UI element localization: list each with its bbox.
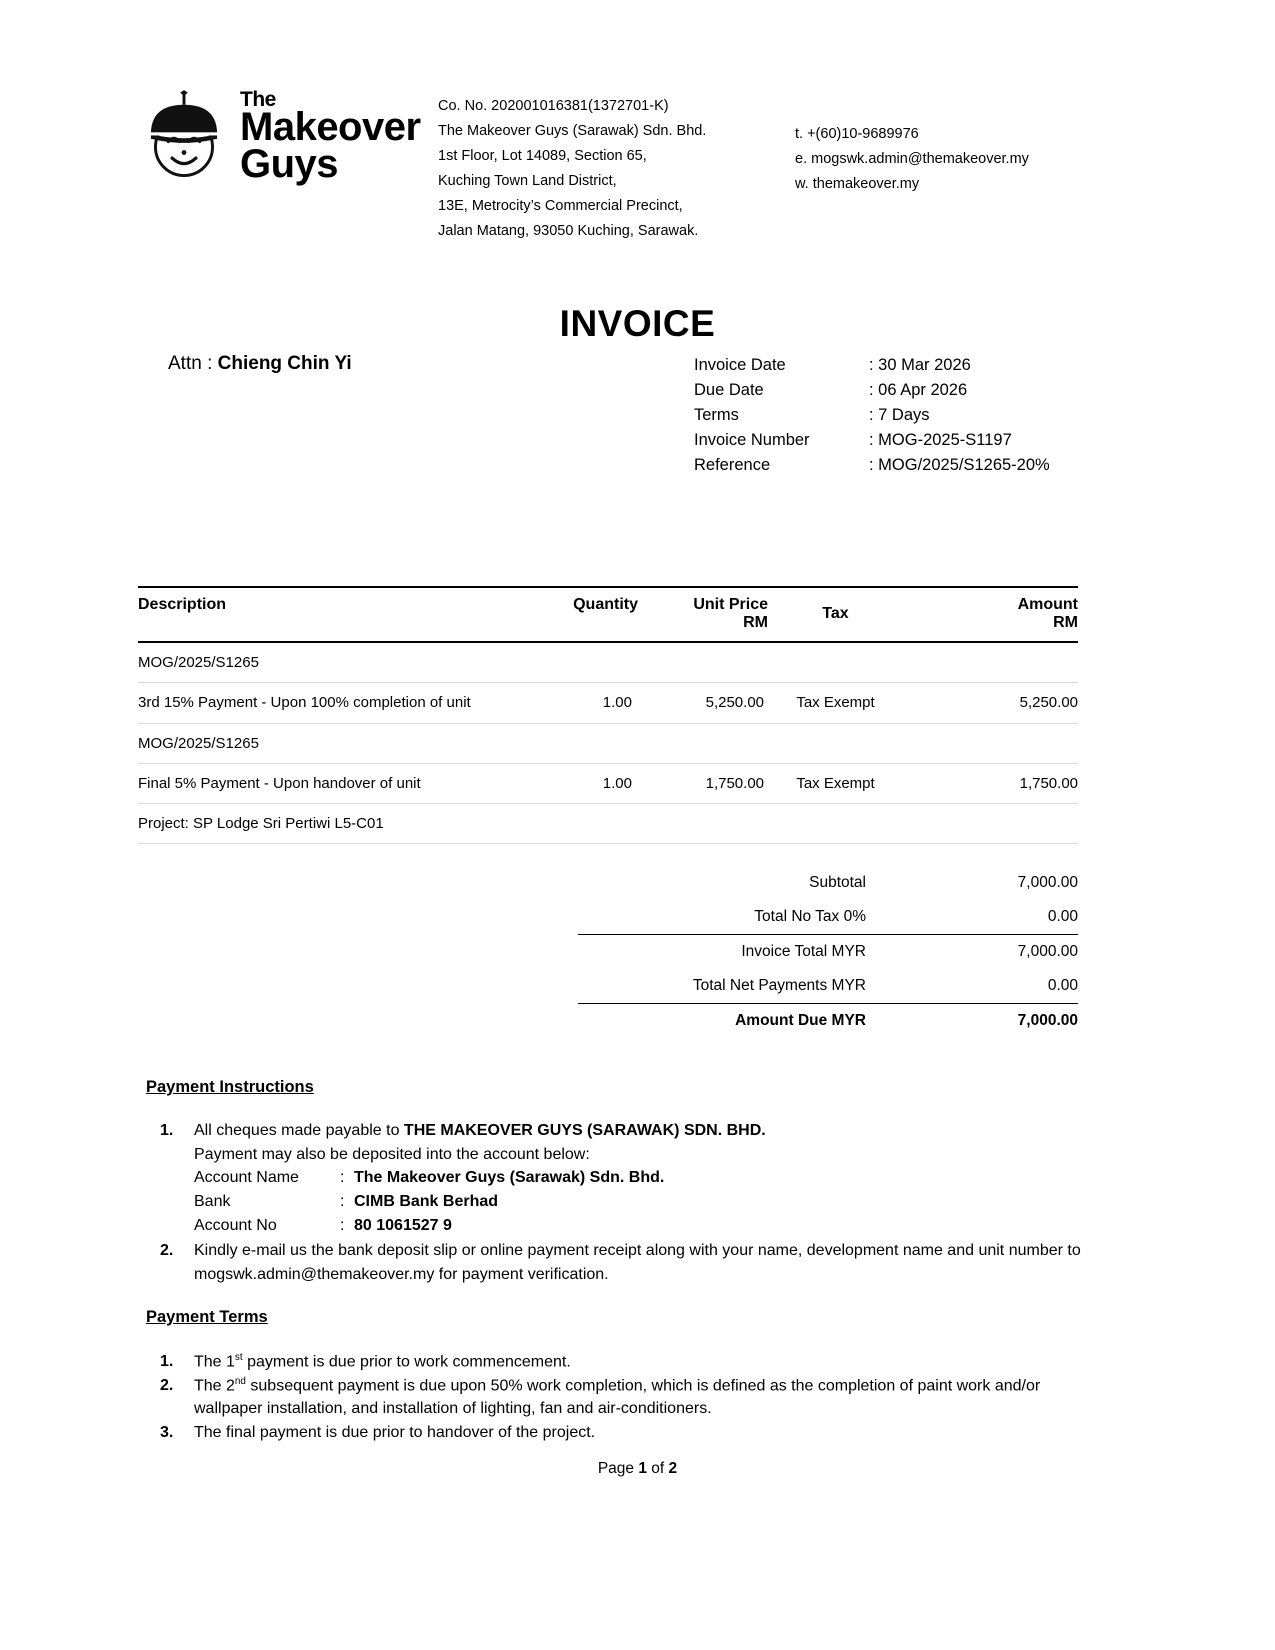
- company-contact-block: [783, 88, 1138, 197]
- company-address-line: 1st Floor, Lot 14089, Section 65,: [438, 147, 647, 164]
- payment-term-item-2: [194, 1375, 1096, 1421]
- meta-label: Reference: [694, 456, 771, 475]
- project-description: Project: SP Lodge Sri Pertiwi L5-C01: [138, 804, 1078, 844]
- footer-middle: of: [646, 1460, 669, 1477]
- company-address-block: [438, 88, 783, 244]
- term1-text-a: The 1: [194, 1353, 235, 1371]
- logo-wordmark: [240, 88, 421, 187]
- account-name-label: Account Name: [194, 1169, 299, 1187]
- meta-value: : MOG-2025-S1197: [869, 431, 1012, 450]
- company-phone: t. +(60)10-9689976: [795, 126, 919, 142]
- logo-word-makeover: Makeover: [240, 105, 421, 150]
- meta-value: : 30 Mar 2026: [869, 356, 971, 374]
- meta-value: : 7 Days: [869, 406, 930, 425]
- meta-row: [694, 453, 1084, 478]
- separator-colon: :: [340, 1216, 345, 1234]
- totals-row-invoice-total: [578, 935, 1078, 970]
- account-no-row: [194, 1214, 1086, 1238]
- item-description: Final 5% Payment - Upon handover of unit: [138, 763, 518, 803]
- amount-due-value: 7,000.00: [908, 1004, 1078, 1039]
- footer-total-pages: 2: [668, 1460, 678, 1477]
- item-amount: 5,250.00: [903, 683, 1078, 723]
- meta-label: Terms: [694, 406, 739, 425]
- account-no-value: 80 1061527 9: [354, 1216, 452, 1234]
- column-header-amount-label: Amount: [1017, 596, 1078, 613]
- column-header-tax: Tax: [822, 605, 849, 622]
- term1-text-b: payment is due prior to work commencement.: [242, 1353, 571, 1371]
- cheque-payee-name: THE MAKEOVER GUYS (SARAWAK) SDN. BHD.: [403, 1122, 766, 1139]
- bank-label: Bank: [194, 1193, 231, 1211]
- payment-terms-section: [146, 1308, 1096, 1446]
- payment-term-item-3: The final payment is due prior to handover of the project.: [194, 1423, 596, 1441]
- column-header-amount-currency: RM: [1053, 614, 1078, 631]
- company-address-line: Jalan Matang, 93050 Kuching, Sarawak.: [438, 222, 699, 239]
- company-logo: [138, 88, 438, 187]
- page-footer: [0, 1460, 1275, 1478]
- totals-value: 0.00: [1047, 977, 1078, 994]
- document-header: [138, 88, 1138, 244]
- table-header-row: [138, 587, 1078, 642]
- footer-prefix: Page: [597, 1460, 639, 1477]
- company-address-line: Co. No. 202001016381(1372701-K): [438, 98, 669, 114]
- attention-line: [168, 353, 352, 375]
- item-tax: Tax Exempt: [768, 683, 903, 723]
- totals-value: 7,000.00: [1017, 874, 1078, 891]
- payment-instruction-item-2: Kindly e-mail us the bank deposit slip or online payment receipt along with your name, development name and unit number to mogswk.admin@themakeover.my for payment verification.: [194, 1242, 1081, 1284]
- totals-value: 0.00: [1047, 908, 1078, 925]
- company-address-line: 13E, Metrocity’s Commercial Precinct,: [438, 197, 683, 214]
- separator-colon: :: [340, 1193, 345, 1211]
- column-header-amount: [903, 587, 1078, 642]
- totals-label: Total Net Payments MYR: [692, 977, 866, 994]
- account-no-label: Account No: [194, 1216, 277, 1234]
- meta-row: [694, 428, 1084, 453]
- account-name-row: [194, 1166, 1086, 1190]
- payment-term-item-1: [194, 1351, 1096, 1374]
- meta-row: [694, 403, 1084, 428]
- item-unit-price: 1,750.00: [638, 763, 768, 803]
- item-unit-price: 5,250.00: [638, 683, 768, 723]
- group-description: MOG/2025/S1265: [138, 723, 1078, 763]
- table-row-group: [138, 642, 1078, 683]
- term2-ordinal-suffix: nd: [234, 1376, 246, 1388]
- item-quantity: 1.00: [518, 763, 638, 803]
- payment-instructions-section: [146, 1078, 1086, 1289]
- attn-label: Attn :: [168, 353, 213, 374]
- payment-instruction-item-1: [194, 1119, 1086, 1237]
- meta-label: Invoice Number: [694, 431, 810, 450]
- payment-terms-list: [146, 1351, 1096, 1445]
- logo-word-guys: Guys: [240, 142, 339, 187]
- company-address-line: The Makeover Guys (Sarawak) Sdn. Bhd.: [438, 122, 707, 139]
- meta-label: Invoice Date: [694, 356, 786, 374]
- column-header-unit-price: [638, 587, 768, 642]
- bank-value: CIMB Bank Berhad: [354, 1193, 499, 1211]
- cheque-payable-prefix: All cheques made payable to: [194, 1122, 404, 1139]
- meta-value: : 06 Apr 2026: [869, 381, 968, 400]
- footer-current-page: 1: [638, 1460, 647, 1477]
- table-row-group: [138, 804, 1078, 844]
- logo-word-the: The: [240, 88, 276, 111]
- meta-row: [694, 353, 1084, 378]
- totals-row-amount-due: [578, 1004, 1078, 1039]
- column-header-unit-price-currency: RM: [743, 614, 768, 631]
- separator-colon: :: [340, 1169, 345, 1187]
- table-row-group: [138, 723, 1078, 763]
- company-website: w. themakeover.my: [795, 175, 920, 192]
- column-header-description: Description: [138, 596, 227, 613]
- column-header-quantity: Quantity: [573, 596, 638, 613]
- totals-label: Total No Tax 0%: [754, 908, 866, 925]
- deposit-note: Payment may also be deposited into the account below:: [194, 1145, 590, 1163]
- table-row: [138, 763, 1078, 803]
- meta-value: : MOG/2025/S1265-20%: [869, 456, 1050, 475]
- item-tax: Tax Exempt: [768, 763, 903, 803]
- term1-ordinal-suffix: st: [234, 1352, 243, 1363]
- totals-label: Invoice Total MYR: [578, 935, 908, 970]
- table-row: [138, 683, 1078, 723]
- term2-text-a: The 2: [194, 1377, 235, 1395]
- makeover-guys-mascot-icon: [138, 90, 230, 182]
- meta-label: Due Date: [694, 381, 764, 400]
- invoice-meta: [694, 353, 1084, 478]
- group-description: MOG/2025/S1265: [138, 642, 1078, 683]
- line-items-table: [138, 586, 1078, 844]
- bank-row: [194, 1190, 1086, 1214]
- totals-value: 7,000.00: [908, 935, 1078, 970]
- company-address-line: Kuching Town Land District,: [438, 172, 617, 189]
- item-quantity: 1.00: [518, 683, 638, 723]
- totals-label: Subtotal: [809, 874, 866, 891]
- amount-due-label: Amount Due MYR: [578, 1004, 908, 1039]
- account-name-value: The Makeover Guys (Sarawak) Sdn. Bhd.: [354, 1169, 665, 1187]
- totals-row-no-tax: [578, 900, 1078, 935]
- company-email: e. mogswk.admin@themakeover.my: [795, 150, 1029, 167]
- item-description: 3rd 15% Payment - Upon 100% completion of unit: [138, 683, 518, 723]
- term2-text-b: subsequent payment is due upon 50% work completion, which is defined as the completion of paint work and/or wallpaper installation, and installation of lighting, fan and air-conditioners.: [194, 1377, 1041, 1418]
- totals-section: [578, 866, 1078, 1038]
- totals-row-subtotal: [578, 866, 1078, 900]
- payment-terms-heading: Payment Terms: [146, 1308, 268, 1326]
- column-header-unit-price-label: Unit Price: [693, 596, 768, 613]
- totals-row-net-payments: [578, 969, 1078, 1004]
- payment-instructions-heading: Payment Instructions: [146, 1078, 314, 1096]
- meta-row: [694, 378, 1084, 403]
- item-amount: 1,750.00: [903, 763, 1078, 803]
- page-title: INVOICE: [559, 303, 716, 344]
- payment-instructions-list: [146, 1119, 1086, 1287]
- attn-name: Chieng Chin Yi: [217, 353, 352, 374]
